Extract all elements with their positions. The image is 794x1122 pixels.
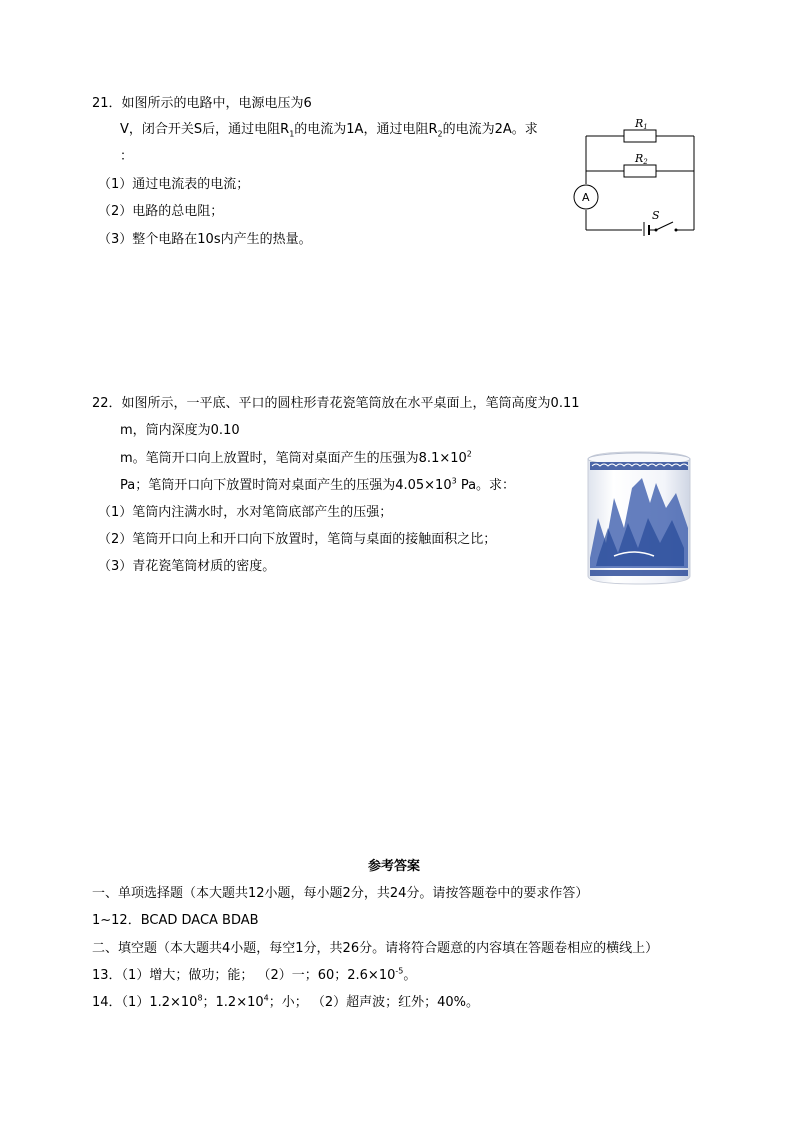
- q22-sub1: （1）笔筒内注满水时，水对笔筒底部产生的压强；: [98, 505, 393, 520]
- svg-text:R1: R1: [635, 117, 648, 131]
- r2-resistor: [624, 165, 656, 177]
- q22-sub2: （2）笔筒开口向上和开口向下放置时，笔筒与桌面的接触面积之比；: [98, 532, 497, 547]
- ammeter-label: A: [582, 191, 590, 204]
- q22-sub3: （3）青花瓷笔筒材质的密度。: [98, 559, 276, 574]
- q21-line2: V，闭合开关S后，通过电阻$R_1$的电流为1A，通过电阻$R_2$的电流为2A。求: [120, 122, 538, 139]
- r1-resistor: [624, 130, 656, 142]
- answers-title: 参考答案: [368, 859, 421, 874]
- r2-label: R: [635, 152, 644, 165]
- q22-line1: 22．如图所示，一平底、平口的圆柱形青花瓷笔筒放在水平桌面上，笔筒高度为0.11: [92, 396, 580, 411]
- switch-label: S: [652, 209, 660, 222]
- q21-sub1: （1）通过电流表的电流；: [98, 177, 250, 192]
- answers-section1: 一、单项选择题（本大题共12小题，每小题2分，共24分。请按答题卷中的要求作答）: [92, 886, 589, 901]
- q21-sub2: （2）电路的总电阻；: [98, 204, 224, 219]
- porcelain-brush-pot-image: [584, 448, 694, 588]
- q22-line3: m。笔筒开口向上放置时，笔筒对桌面产生的压强为$8.1\times 10^2$: [120, 449, 472, 466]
- switch-icon: [656, 222, 673, 230]
- svg-text:R2: R2: [635, 152, 648, 166]
- answers-section2: 二、填空题（本大题共4小题，每空1分，共26分。请将符合题意的内容填在答题卷相应的横线上）: [92, 941, 659, 956]
- answer-13: 13．（1）增大；做功；能； （2）一；60；$2.6\times 10^{-5}$。: [92, 966, 417, 983]
- q21-line1: 21．如图所示的电路中，电源电压为6: [92, 96, 312, 111]
- r1-label: R: [635, 117, 644, 130]
- q21-line3: ：: [120, 149, 134, 164]
- q21-sub3: （3）整个电路在10s内产生的热量。: [98, 232, 312, 247]
- circuit-diagram: [572, 114, 702, 236]
- answer-14: 14．$(1)1.2\times 10^8$；$1.2\times 10^4$；小； （2）超声波；红外；40%。: [92, 993, 480, 1010]
- q22-line2: m，筒内深度为0.10: [120, 423, 240, 438]
- q22-line4: Pa；笔筒开口向下放置时筒对桌面产生的压强为$4.05\times 10^3$ Pa。求：: [120, 476, 516, 493]
- answers-mc: 1~12．BCAD DACA BDAB: [92, 913, 259, 928]
